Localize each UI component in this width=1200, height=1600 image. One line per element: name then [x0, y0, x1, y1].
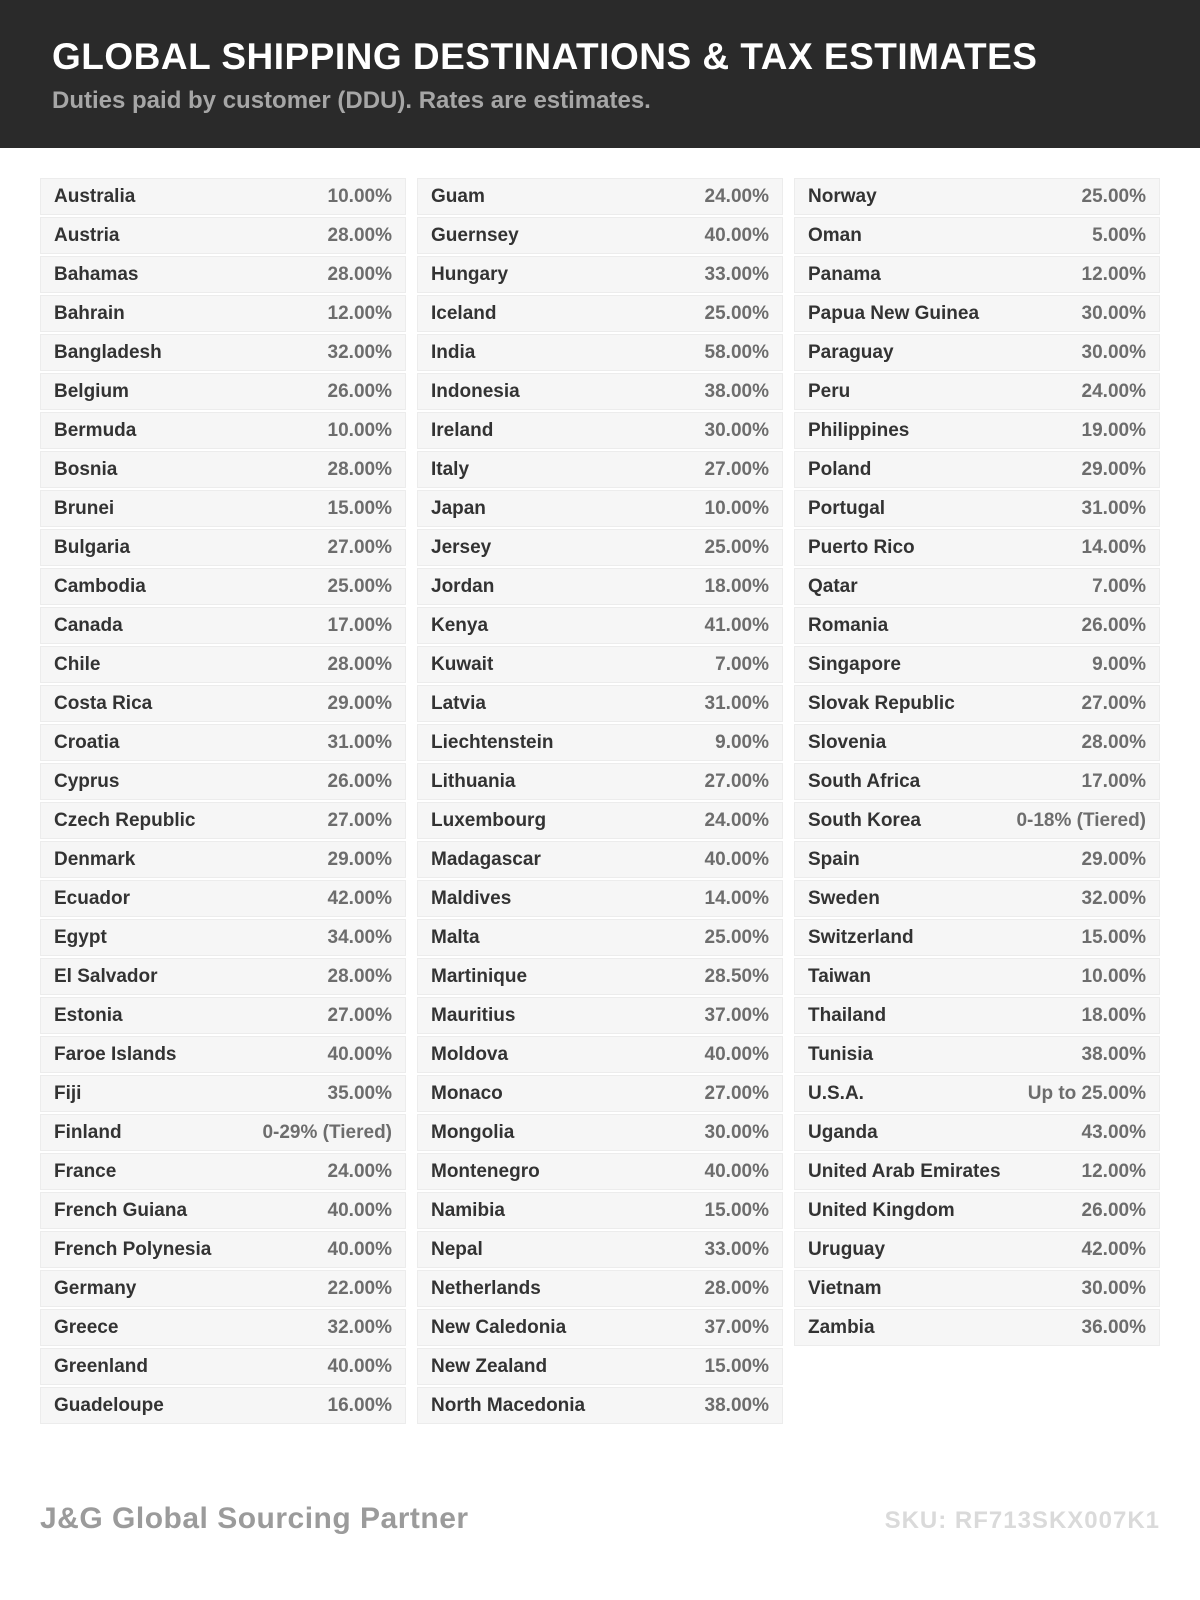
tax-rate: 28.00% [327, 263, 392, 285]
footer [40, 1502, 1160, 1536]
tax-rate: 0-18% (Tiered) [1016, 809, 1146, 831]
tax-rate: 26.00% [327, 380, 392, 402]
country-name: Cambodia [54, 575, 146, 597]
table-row [40, 295, 406, 332]
country-name: Spain [808, 848, 860, 870]
tax-rate: 38.00% [1081, 1043, 1146, 1065]
table-row [794, 1036, 1160, 1073]
table-row [417, 646, 783, 683]
tax-rate: 25.00% [1081, 185, 1146, 207]
country-name: Philippines [808, 419, 910, 441]
tax-rate: 25.00% [704, 302, 769, 324]
country-name: Oman [808, 224, 862, 246]
table-row [417, 958, 783, 995]
country-name: Namibia [431, 1199, 505, 1221]
tax-rate: 0-29% (Tiered) [262, 1121, 392, 1143]
country-name: Slovak Republic [808, 692, 955, 714]
country-name: Poland [808, 458, 872, 480]
table-row [417, 724, 783, 761]
table-row [417, 373, 783, 410]
table-row [40, 607, 406, 644]
tax-rate: 10.00% [327, 419, 392, 441]
page-subtitle: Duties paid by customer (DDU). Rates are estimates. [52, 87, 651, 114]
tax-rate: 28.00% [327, 653, 392, 675]
country-name: Maldives [431, 887, 512, 909]
country-name: Belgium [54, 380, 129, 402]
country-name: Bangladesh [54, 341, 162, 363]
table-row [794, 1231, 1160, 1268]
table-row [794, 685, 1160, 722]
country-name: Bahrain [54, 302, 125, 324]
table-row [40, 1231, 406, 1268]
table-row [40, 997, 406, 1034]
table-row [417, 178, 783, 215]
tax-rate: 40.00% [704, 1043, 769, 1065]
country-name: Latvia [431, 692, 486, 714]
country-name: Thailand [808, 1004, 887, 1026]
table-row [417, 1387, 783, 1424]
country-name: Taiwan [808, 965, 871, 987]
table-row [40, 802, 406, 839]
table-row [40, 685, 406, 722]
tax-rate: 28.00% [704, 1277, 769, 1299]
country-name: Romania [808, 614, 889, 636]
country-name: United Arab Emirates [808, 1160, 1001, 1182]
table-row [794, 607, 1160, 644]
table-row [417, 1075, 783, 1112]
country-name: Papua New Guinea [808, 302, 980, 324]
tax-rate: 42.00% [327, 887, 392, 909]
table-row [794, 724, 1160, 761]
tax-rate: 22.00% [327, 1277, 392, 1299]
table-row [417, 529, 783, 566]
country-name: Germany [54, 1277, 137, 1299]
table-row [417, 802, 783, 839]
table-row [794, 997, 1160, 1034]
table-row [417, 685, 783, 722]
country-name: Kenya [431, 614, 489, 636]
tax-rate: 31.00% [704, 692, 769, 714]
country-name: New Caledonia [431, 1316, 567, 1338]
tax-rate: 40.00% [704, 848, 769, 870]
table-row [794, 1192, 1160, 1229]
table-row [40, 919, 406, 956]
country-name: Hungary [431, 263, 509, 285]
tax-rate: 26.00% [1081, 614, 1146, 636]
table-row [794, 880, 1160, 917]
country-name: New Zealand [431, 1355, 548, 1377]
tax-rate: 15.00% [327, 497, 392, 519]
table-row [40, 880, 406, 917]
table-row [40, 1153, 406, 1190]
country-name: United Kingdom [808, 1199, 955, 1221]
table-row [40, 1387, 406, 1424]
tax-rate: 14.00% [1081, 536, 1146, 558]
tax-rate: 32.00% [327, 341, 392, 363]
country-name: Tunisia [808, 1043, 874, 1065]
country-name: Canada [54, 614, 123, 636]
tax-rate: 12.00% [327, 302, 392, 324]
tax-rate: 25.00% [704, 536, 769, 558]
country-name: Brunei [54, 497, 115, 519]
tax-rate: 7.00% [1092, 575, 1146, 597]
table-row [40, 568, 406, 605]
country-name: Faroe Islands [54, 1043, 177, 1065]
table-row [417, 763, 783, 800]
table-row [40, 334, 406, 371]
tax-rate: 40.00% [327, 1199, 392, 1221]
table-row [794, 802, 1160, 839]
country-name: Italy [431, 458, 470, 480]
header-banner [0, 0, 1200, 148]
tax-rate: 19.00% [1081, 419, 1146, 441]
tax-rate: 10.00% [327, 185, 392, 207]
tax-rate: 15.00% [704, 1355, 769, 1377]
table-row [794, 958, 1160, 995]
country-name: Jordan [431, 575, 495, 597]
country-name: Madagascar [431, 848, 541, 870]
tax-rate: 41.00% [704, 614, 769, 636]
table-row [417, 1192, 783, 1229]
country-name: Greenland [54, 1355, 148, 1377]
country-name: Indonesia [431, 380, 520, 402]
tax-rate: 30.00% [1081, 302, 1146, 324]
table-row [417, 1153, 783, 1190]
tax-rate: 28.00% [327, 458, 392, 480]
tax-rate: 30.00% [1081, 1277, 1146, 1299]
tax-rate: 17.00% [1081, 770, 1146, 792]
country-name: Martinique [431, 965, 528, 987]
tax-rate: 10.00% [1081, 965, 1146, 987]
country-name: Kuwait [431, 653, 494, 675]
table-row [794, 178, 1160, 215]
table-row [794, 334, 1160, 371]
country-name: Paraguay [808, 341, 894, 363]
table-row [794, 373, 1160, 410]
tax-rate: 30.00% [1081, 341, 1146, 363]
country-name: Luxembourg [431, 809, 547, 831]
country-name: Switzerland [808, 926, 914, 948]
table-row [40, 1075, 406, 1112]
tax-rate: 37.00% [704, 1316, 769, 1338]
rates-column-1 [40, 178, 406, 1426]
country-name: Guadeloupe [54, 1394, 164, 1416]
tax-rate: 26.00% [1081, 1199, 1146, 1221]
country-name: Bermuda [54, 419, 137, 441]
table-row [40, 1192, 406, 1229]
table-row [40, 412, 406, 449]
country-name: Mauritius [431, 1004, 516, 1026]
country-name: Croatia [54, 731, 120, 753]
table-row [40, 529, 406, 566]
table-row [417, 1348, 783, 1385]
table-row [417, 919, 783, 956]
country-name: North Macedonia [431, 1394, 586, 1416]
country-name: Guam [431, 185, 485, 207]
tax-rate: 25.00% [704, 926, 769, 948]
country-name: Ecuador [54, 887, 131, 909]
table-row [40, 724, 406, 761]
tax-rate: 14.00% [704, 887, 769, 909]
country-name: India [431, 341, 476, 363]
table-row [794, 646, 1160, 683]
tax-rate: 28.50% [704, 965, 769, 987]
table-row [40, 958, 406, 995]
table-row [417, 1270, 783, 1307]
table-row [794, 256, 1160, 293]
country-name: Ireland [431, 419, 494, 441]
tax-rate: 27.00% [704, 458, 769, 480]
tax-rate: 40.00% [327, 1238, 392, 1260]
country-name: Austria [54, 224, 120, 246]
table-row [794, 1075, 1160, 1112]
country-name: Liechtenstein [431, 731, 554, 753]
tax-rate: 27.00% [1081, 692, 1146, 714]
country-name: Netherlands [431, 1277, 541, 1299]
rates-table [40, 178, 1160, 1426]
tax-rate: 17.00% [327, 614, 392, 636]
tax-rate: 28.00% [327, 965, 392, 987]
tax-rate: 40.00% [704, 224, 769, 246]
tax-rate: 24.00% [704, 185, 769, 207]
table-row [40, 1348, 406, 1385]
tax-rate: 27.00% [704, 1082, 769, 1104]
tax-rate: Up to 25.00% [1027, 1082, 1146, 1104]
country-name: Vietnam [808, 1277, 882, 1299]
tax-rate: 27.00% [327, 1004, 392, 1026]
sku-label: SKU: RF713SKX007K1 [884, 1507, 1160, 1534]
brand-name: J&G Global Sourcing Partner [40, 1502, 469, 1535]
country-name: French Polynesia [54, 1238, 212, 1260]
country-name: South Africa [808, 770, 921, 792]
country-name: Fiji [54, 1082, 82, 1104]
tax-rate: 10.00% [704, 497, 769, 519]
country-name: South Korea [808, 809, 921, 831]
table-row [794, 1114, 1160, 1151]
tax-rate: 7.00% [715, 653, 769, 675]
country-name: French Guiana [54, 1199, 188, 1221]
page-title: GLOBAL SHIPPING DESTINATIONS & TAX ESTIMATES [52, 36, 1038, 77]
tax-rate: 43.00% [1081, 1121, 1146, 1143]
country-name: Czech Republic [54, 809, 196, 831]
table-row [417, 217, 783, 254]
table-row [40, 451, 406, 488]
country-name: Slovenia [808, 731, 887, 753]
country-name: Moldova [431, 1043, 509, 1065]
country-name: Nepal [431, 1238, 483, 1260]
table-row [794, 1309, 1160, 1346]
tax-rate: 35.00% [327, 1082, 392, 1104]
table-row [794, 412, 1160, 449]
country-name: France [54, 1160, 117, 1182]
table-row [417, 256, 783, 293]
country-name: Bahamas [54, 263, 139, 285]
tax-rate: 28.00% [327, 224, 392, 246]
table-row [417, 1231, 783, 1268]
country-name: Estonia [54, 1004, 123, 1026]
country-name: El Salvador [54, 965, 158, 987]
table-row [794, 841, 1160, 878]
country-name: Puerto Rico [808, 536, 915, 558]
table-row [794, 919, 1160, 956]
country-name: Qatar [808, 575, 858, 597]
tax-rate: 36.00% [1081, 1316, 1146, 1338]
tax-rate: 27.00% [704, 770, 769, 792]
tax-rate: 33.00% [704, 1238, 769, 1260]
tax-rate: 34.00% [327, 926, 392, 948]
tax-rate: 58.00% [704, 341, 769, 363]
country-name: Lithuania [431, 770, 516, 792]
country-name: Jersey [431, 536, 492, 558]
tax-rate: 29.00% [327, 692, 392, 714]
country-name: Greece [54, 1316, 119, 1338]
country-name: Bosnia [54, 458, 118, 480]
tax-rate: 15.00% [1081, 926, 1146, 948]
country-name: Guernsey [431, 224, 519, 246]
tax-rate: 24.00% [327, 1160, 392, 1182]
table-row [40, 1114, 406, 1151]
rates-column-3 [794, 178, 1160, 1348]
table-row [417, 568, 783, 605]
country-name: Zambia [808, 1316, 875, 1338]
table-row [40, 1270, 406, 1307]
country-name: Bulgaria [54, 536, 131, 558]
tax-rate: 27.00% [327, 809, 392, 831]
tax-rate: 24.00% [704, 809, 769, 831]
table-row [40, 763, 406, 800]
table-row [794, 529, 1160, 566]
country-name: Peru [808, 380, 851, 402]
tax-rate: 5.00% [1092, 224, 1146, 246]
tax-rate: 29.00% [1081, 848, 1146, 870]
tax-rate: 37.00% [704, 1004, 769, 1026]
country-name: Uganda [808, 1121, 878, 1143]
table-row [417, 880, 783, 917]
table-row [40, 1036, 406, 1073]
tax-rate: 28.00% [1081, 731, 1146, 753]
table-row [40, 256, 406, 293]
table-row [417, 490, 783, 527]
table-row [794, 1153, 1160, 1190]
table-row [40, 646, 406, 683]
table-row [40, 1309, 406, 1346]
tax-rate: 29.00% [327, 848, 392, 870]
country-name: Cyprus [54, 770, 120, 792]
tax-rate: 40.00% [704, 1160, 769, 1182]
tax-rate: 26.00% [327, 770, 392, 792]
table-row [417, 334, 783, 371]
country-name: Chile [54, 653, 101, 675]
table-row [40, 178, 406, 215]
tax-rate: 33.00% [704, 263, 769, 285]
table-row [794, 451, 1160, 488]
tax-rate: 32.00% [1081, 887, 1146, 909]
table-row [40, 490, 406, 527]
table-row [417, 841, 783, 878]
table-row [40, 217, 406, 254]
tax-rate: 31.00% [327, 731, 392, 753]
tax-rate: 32.00% [327, 1316, 392, 1338]
country-name: Mongolia [431, 1121, 515, 1143]
tax-rate: 25.00% [327, 575, 392, 597]
table-row [794, 295, 1160, 332]
tax-rate: 38.00% [704, 380, 769, 402]
table-row [40, 373, 406, 410]
table-row [794, 763, 1160, 800]
table-row [794, 1270, 1160, 1307]
tax-rate: 12.00% [1081, 263, 1146, 285]
country-name: Norway [808, 185, 877, 207]
country-name: Denmark [54, 848, 136, 870]
tax-rate: 16.00% [327, 1394, 392, 1416]
tax-rate: 40.00% [327, 1043, 392, 1065]
country-name: Japan [431, 497, 486, 519]
tax-rate: 9.00% [1092, 653, 1146, 675]
country-name: Montenegro [431, 1160, 540, 1182]
table-row [417, 997, 783, 1034]
table-row [40, 841, 406, 878]
tax-rate: 27.00% [327, 536, 392, 558]
table-row [417, 412, 783, 449]
table-row [794, 490, 1160, 527]
tax-rate: 31.00% [1081, 497, 1146, 519]
tax-rate: 18.00% [704, 575, 769, 597]
country-name: Singapore [808, 653, 901, 675]
country-name: Finland [54, 1121, 122, 1143]
tax-rate: 40.00% [327, 1355, 392, 1377]
table-row [417, 451, 783, 488]
tax-rate: 42.00% [1081, 1238, 1146, 1260]
tax-rate: 24.00% [1081, 380, 1146, 402]
table-row [417, 1309, 783, 1346]
country-name: Portugal [808, 497, 886, 519]
country-name: Costa Rica [54, 692, 153, 714]
country-name: Iceland [431, 302, 497, 324]
table-row [794, 217, 1160, 254]
country-name: Uruguay [808, 1238, 886, 1260]
table-row [794, 568, 1160, 605]
tax-rate: 29.00% [1081, 458, 1146, 480]
country-name: Australia [54, 185, 136, 207]
country-name: Malta [431, 926, 480, 948]
country-name: Panama [808, 263, 881, 285]
tax-rate: 30.00% [704, 419, 769, 441]
tax-rate: 30.00% [704, 1121, 769, 1143]
tax-rate: 38.00% [704, 1394, 769, 1416]
table-row [417, 1114, 783, 1151]
tax-rate: 9.00% [715, 731, 769, 753]
country-name: U.S.A. [808, 1082, 864, 1104]
table-row [417, 607, 783, 644]
tax-rate: 12.00% [1081, 1160, 1146, 1182]
tax-rate: 15.00% [704, 1199, 769, 1221]
tax-rate: 18.00% [1081, 1004, 1146, 1026]
country-name: Monaco [431, 1082, 503, 1104]
country-name: Egypt [54, 926, 107, 948]
rates-column-2 [417, 178, 783, 1426]
country-name: Sweden [808, 887, 880, 909]
table-row [417, 295, 783, 332]
table-row [417, 1036, 783, 1073]
